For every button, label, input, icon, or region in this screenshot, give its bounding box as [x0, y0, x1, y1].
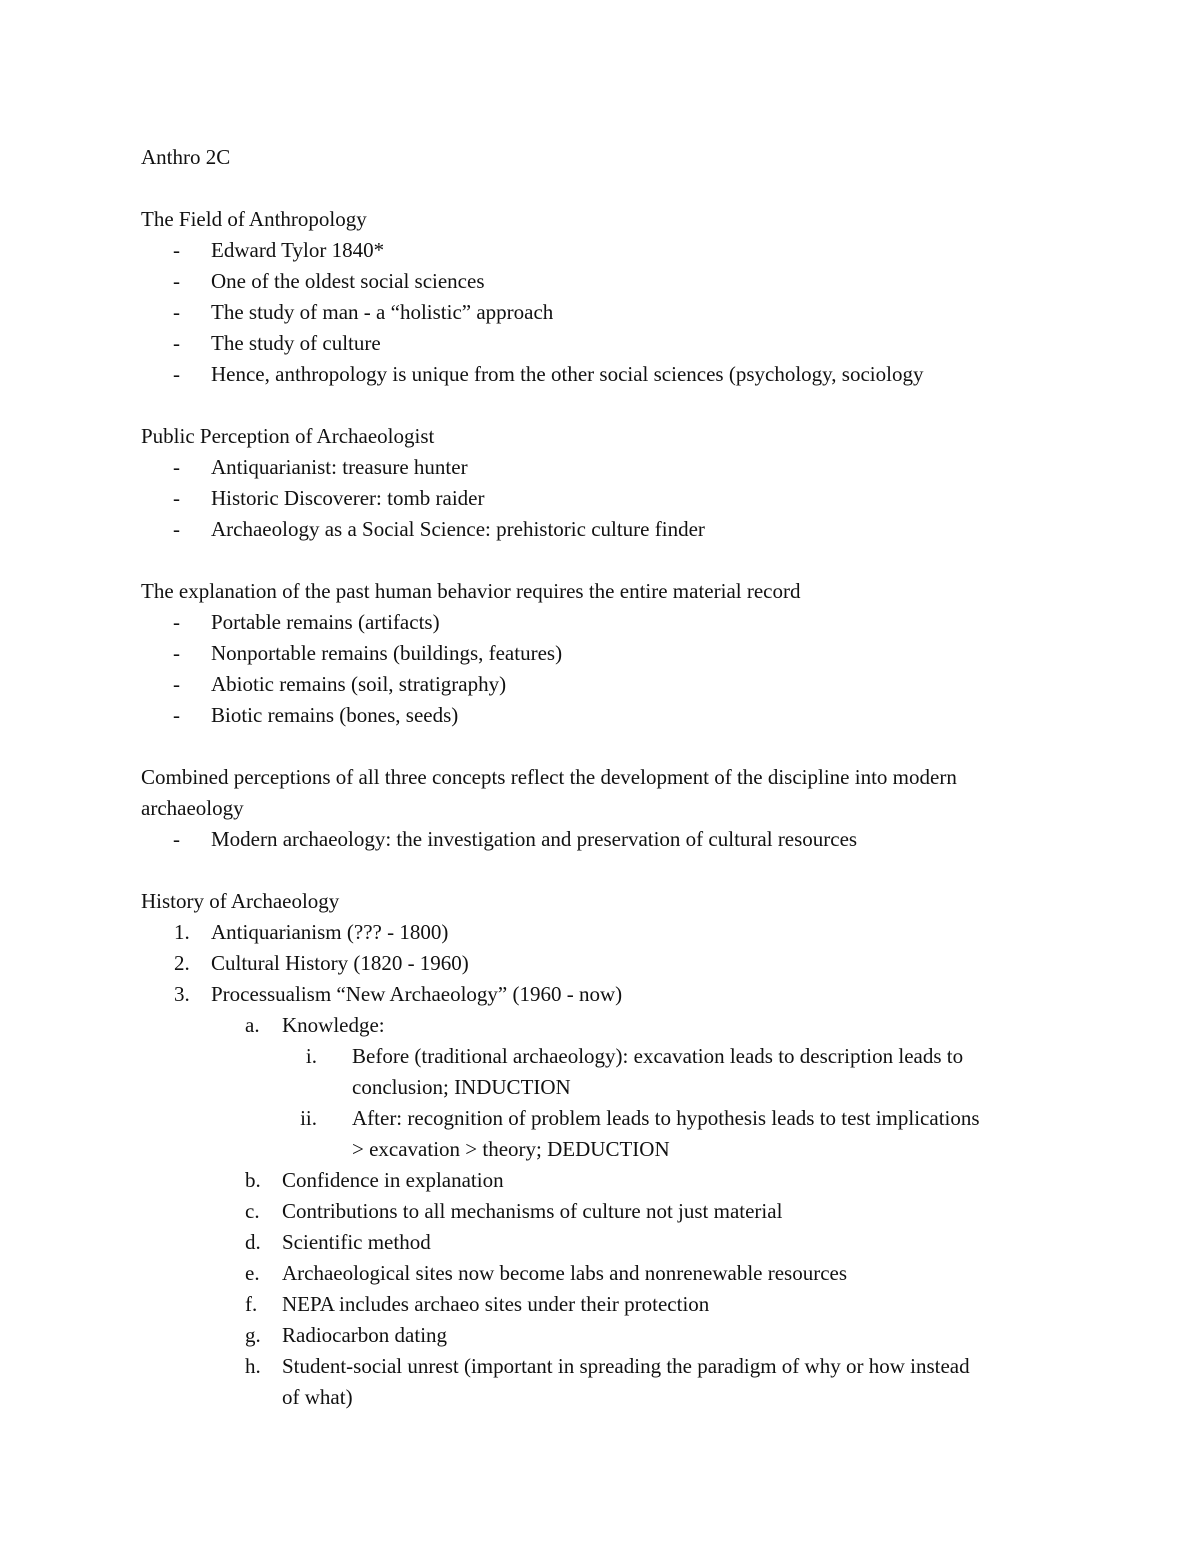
bullet-text: Nonportable remains (buildings, features)	[211, 641, 563, 665]
sub-text: Knowledge:	[282, 1013, 385, 1037]
bullet-dash: -	[173, 641, 180, 665]
bullet-dash: -	[173, 703, 180, 727]
bullet-item	[141, 483, 1081, 514]
section-heading-perception: Public Perception of Archaeologist	[141, 424, 435, 448]
list-letter: e.	[245, 1261, 260, 1285]
list-letter: a.	[245, 1013, 260, 1037]
sub-item	[141, 1258, 1081, 1289]
bullet-item	[141, 824, 1081, 855]
bullet-text: The study of culture	[211, 331, 381, 355]
list-letter: f.	[245, 1292, 258, 1316]
list-number: 1.	[174, 920, 190, 944]
bullet-item	[141, 607, 1081, 638]
sub-text: Archaeological sites now become labs and nonrenewable resources	[282, 1261, 848, 1285]
sub-text: Student-social unrest (important in spreading the paradigm of why or how instead	[282, 1354, 970, 1378]
bullet-text: One of the oldest social sciences	[211, 269, 485, 293]
bullet-text: Antiquarianist: treasure hunter	[211, 455, 468, 479]
roman-item	[141, 1103, 1081, 1134]
numbered-text: Cultural History (1820 - 1960)	[211, 951, 469, 975]
roman-item-cont	[141, 1134, 1081, 1165]
list-roman: ii.	[300, 1106, 317, 1130]
sub-text: Radiocarbon dating	[282, 1323, 448, 1347]
list-letter: d.	[245, 1230, 261, 1254]
sub-text: NEPA includes archaeo sites under their protection	[282, 1292, 710, 1316]
bullet-text: Modern archaeology: the investigation and preservation of cultural resources	[211, 827, 858, 851]
spacer	[141, 173, 1081, 204]
sub-item-cont	[141, 1382, 1081, 1413]
list-letter: h.	[245, 1354, 261, 1378]
bullet-item	[141, 514, 1081, 545]
sub-item	[141, 1165, 1081, 1196]
section-heading-combined-cont: archaeology	[141, 796, 244, 820]
bullet-item	[141, 359, 1081, 390]
numbered-text: Processualism “New Archaeology” (1960 - now)	[211, 982, 623, 1006]
bullet-dash: -	[173, 331, 180, 355]
roman-item	[141, 1041, 1081, 1072]
roman-text: After: recognition of problem leads to hypothesis leads to test implications	[352, 1106, 980, 1130]
bullet-item	[141, 235, 1081, 266]
sub-text: Contributions to all mechanisms of culture not just material	[282, 1199, 783, 1223]
roman-item-cont	[141, 1072, 1081, 1103]
list-roman: i.	[305, 1044, 317, 1068]
bullet-item	[141, 266, 1081, 297]
list-number: 2.	[174, 951, 190, 975]
sub-text-cont: of what)	[282, 1385, 353, 1409]
bullet-dash: -	[173, 455, 180, 479]
bullet-dash: -	[173, 269, 180, 293]
sub-item	[141, 1010, 1081, 1041]
section-heading-record: The explanation of the past human behavior requires the entire material record	[141, 579, 801, 603]
document-page	[141, 142, 1081, 1413]
bullet-dash: -	[173, 300, 180, 324]
bullet-text: Hence, anthropology is unique from the other social sciences (psychology, sociology	[211, 362, 924, 386]
bullet-item	[141, 700, 1081, 731]
spacer	[141, 731, 1081, 762]
spacer	[141, 855, 1081, 886]
bullet-item	[141, 638, 1081, 669]
bullet-item	[141, 328, 1081, 359]
bullet-dash: -	[173, 610, 180, 634]
list-letter: b.	[245, 1168, 261, 1192]
sub-text: Confidence in explanation	[282, 1168, 504, 1192]
bullet-text: Archaeology as a Social Science: prehistoric culture finder	[211, 517, 705, 541]
section-heading-history: History of Archaeology	[141, 889, 340, 913]
section-heading-field: The Field of Anthropology	[141, 207, 367, 231]
bullet-dash: -	[173, 486, 180, 510]
section-heading-combined: Combined perceptions of all three concepts reflect the development of the discipline into modern	[141, 765, 957, 789]
list-letter: c.	[245, 1199, 260, 1223]
bullet-item	[141, 452, 1081, 483]
bullet-text: Portable remains (artifacts)	[211, 610, 440, 634]
sub-item	[141, 1289, 1081, 1320]
spacer	[141, 545, 1081, 576]
numbered-item	[141, 979, 1081, 1010]
sub-item	[141, 1196, 1081, 1227]
bullet-item	[141, 297, 1081, 328]
sub-item	[141, 1320, 1081, 1351]
bullet-item	[141, 669, 1081, 700]
bullet-text: Edward Tylor 1840*	[211, 238, 385, 262]
bullet-dash: -	[173, 827, 180, 851]
bullet-dash: -	[173, 517, 180, 541]
list-letter: g.	[245, 1323, 261, 1347]
sub-item	[141, 1351, 1081, 1382]
roman-text-cont: > excavation > theory; DEDUCTION	[352, 1137, 670, 1161]
bullet-dash: -	[173, 238, 180, 262]
bullet-text: Biotic remains (bones, seeds)	[211, 703, 459, 727]
bullet-dash: -	[173, 362, 180, 386]
bullet-text: Historic Discoverer: tomb raider	[211, 486, 485, 510]
numbered-item	[141, 948, 1081, 979]
sub-item	[141, 1227, 1081, 1258]
bullet-dash: -	[173, 672, 180, 696]
numbered-item	[141, 917, 1081, 948]
spacer	[141, 390, 1081, 421]
bullet-text: Abiotic remains (soil, stratigraphy)	[211, 672, 507, 696]
roman-text: Before (traditional archaeology): excavation leads to description leads to	[352, 1044, 964, 1068]
numbered-text: Antiquarianism (??? - 1800)	[211, 920, 449, 944]
bullet-text: The study of man - a “holistic” approach	[211, 300, 554, 324]
roman-text-cont: conclusion; INDUCTION	[352, 1075, 571, 1099]
document-title: Anthro 2C	[141, 145, 231, 169]
sub-text: Scientific method	[282, 1230, 431, 1254]
list-number: 3.	[174, 982, 190, 1006]
